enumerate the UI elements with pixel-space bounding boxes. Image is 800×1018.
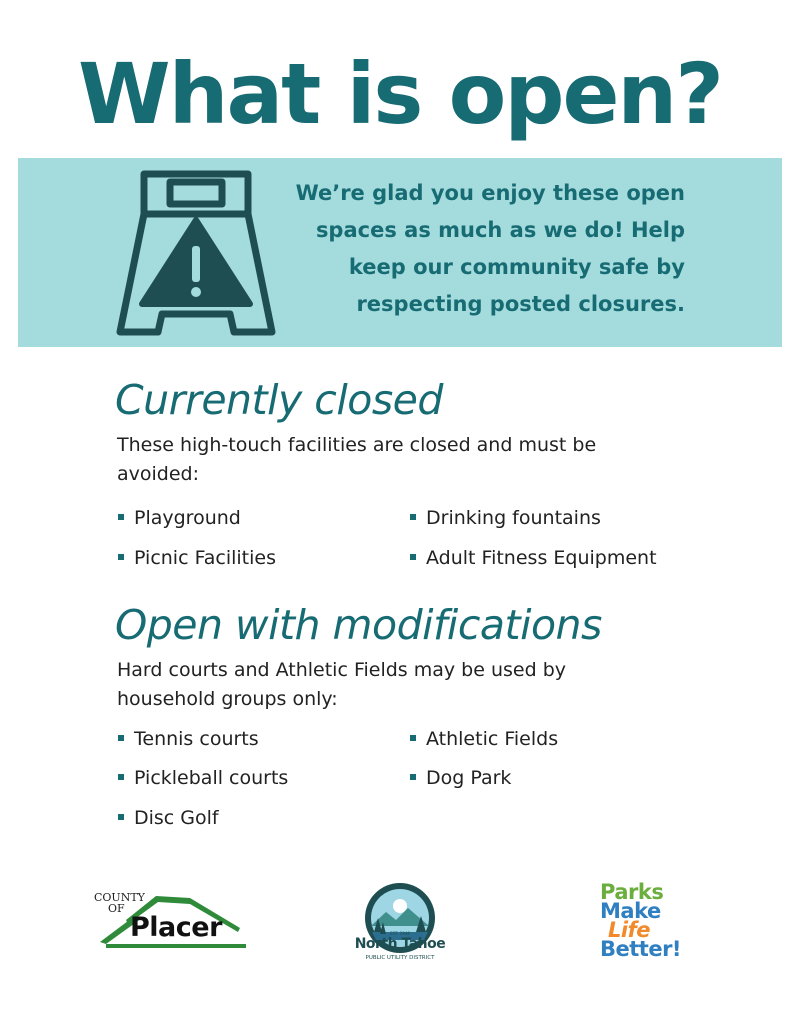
pmlb-parks: Parks [600,880,664,904]
placer-county-text: COUNTY [94,891,145,904]
modified-heading: Open with modifications [115,601,602,649]
bullet-icon [410,554,416,560]
modified-description [117,656,697,714]
bullet-icon [118,554,124,560]
banner-line: We’re glad you enjoy these open [295,181,685,205]
bullet-icon [410,774,416,780]
banner-line: keep our community safe by [348,255,685,279]
bullet-icon [118,774,124,780]
closed-description [117,431,697,489]
list-item: Drinking fountains [410,507,601,529]
desc-line: avoided: [117,463,200,485]
desc-line: household groups only: [117,688,338,710]
closed-heading: Currently closed [115,376,443,424]
placer-of-text: OF [108,902,125,915]
bullet-icon [118,735,124,741]
banner-line: respecting posted closures. [356,292,685,316]
pmlb-better: Better! [600,937,682,961]
warning-sign-icon [116,168,276,338]
list-item: Playground [118,507,241,529]
bullet-icon [410,735,416,741]
placer-name: Placer [130,912,222,943]
north-tahoe-pud-logo [350,882,450,968]
ntpud-subtitle: PUBLIC UTILITY DISTRICT [365,955,435,961]
bullet-icon [410,514,416,520]
bullet-icon [118,514,124,520]
list-item: Adult Fitness Equipment [410,547,657,569]
desc-line: These high-touch facilities are closed and must be [117,434,597,456]
banner-line: spaces as much as we do! Help [315,218,685,242]
list-item: Dog Park [410,767,511,789]
parks-make-life-better-logo [600,880,700,961]
list-item: Disc Golf [118,807,219,829]
ntpud-name: North Tahoe [354,936,446,952]
list-item: Picnic Facilities [118,547,276,569]
placer-county-logo [92,888,252,954]
list-item: Tennis courts [118,728,259,750]
list-item: Athletic Fields [410,728,558,750]
ntpud-established: EST. 1948 [390,931,410,936]
info-banner [18,158,782,347]
list-item: Pickleball courts [118,767,288,789]
banner-message [255,175,685,323]
desc-line: Hard courts and Athletic Fields may be used by [117,659,566,681]
page-title: What is open? [78,45,722,143]
bullet-icon [118,814,124,820]
pmlb-life: Life [608,918,650,942]
pmlb-make: Make [600,899,661,923]
